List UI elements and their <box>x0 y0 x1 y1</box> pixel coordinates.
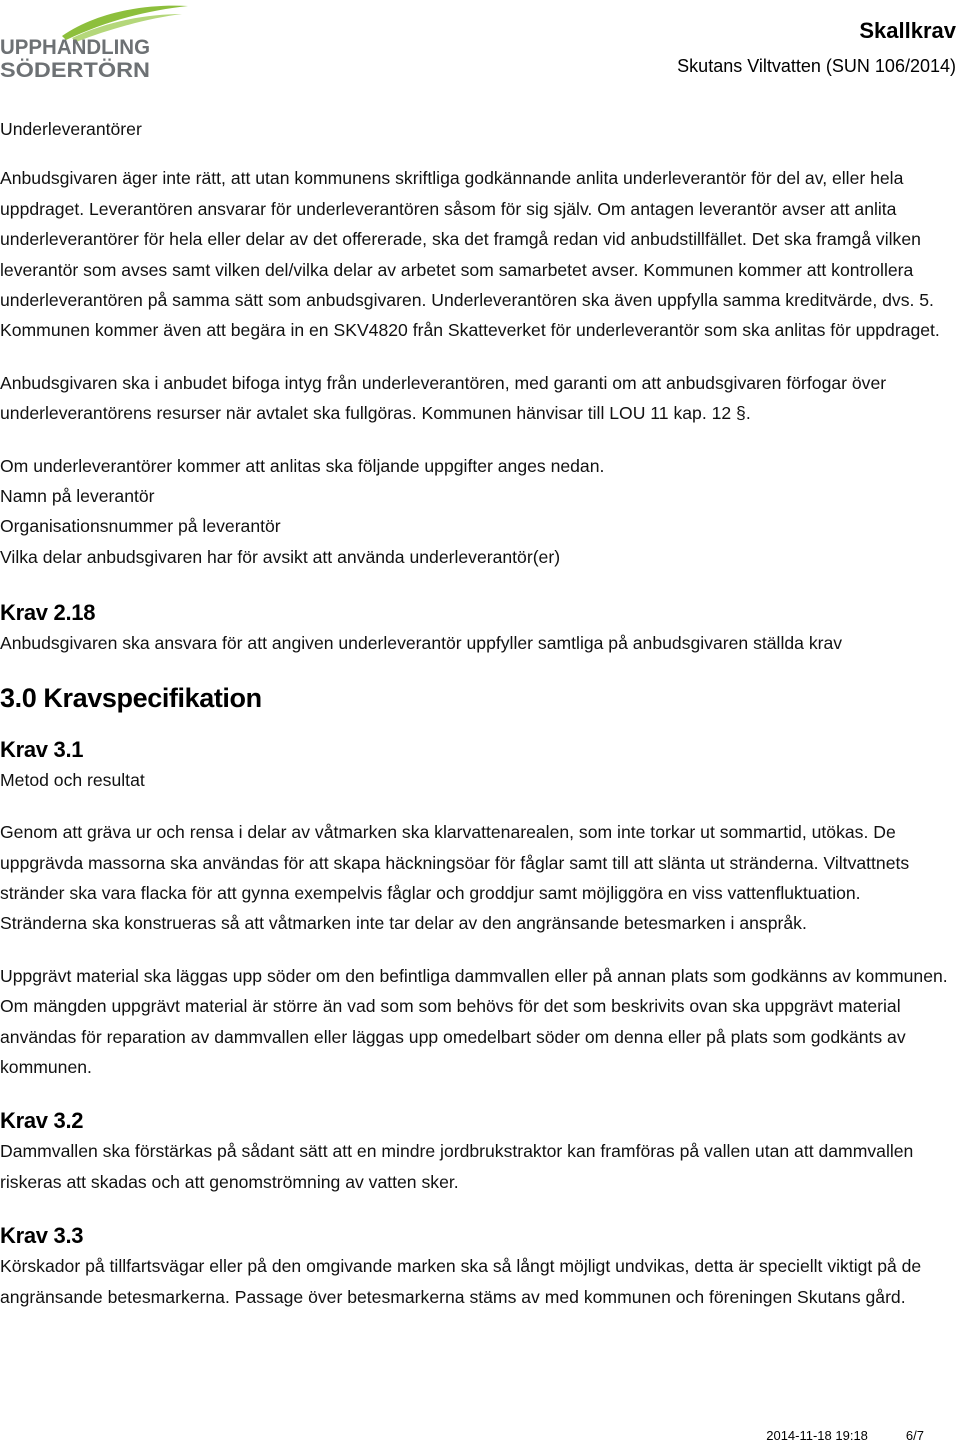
paragraph-intyg: Anbudsgivaren ska i anbudet bifoga intyg från underleverantören, med garanti om att anbudsgivaren förfogar över underleverantörens resurser när avtalet ska fullgöras. Kommunen hänvisar till LOU 11 kap. 12 §. <box>0 372 887 424</box>
uppgift-namn: Namn på leverantör <box>0 486 155 507</box>
krav-2-18-text: Anbudsgivaren ska ansvara för att angiven underleverantör uppfyller samtliga på anbudsgivaren ställda krav <box>0 633 843 654</box>
krav-3-1-paragraph-1: Genom att gräva ur och rensa i delar av våtmarken ska klarvattenarealen, som inte torkar ut sommartid, utökas. De uppgrävda massorna ska användas för att skapa häckningsöar för fåglar samt till att slänta ut stränderna. Viltvattnets stränder ska vara flacka för att gynna exempelvis fåglar och groddjur samt möjliggöra en viss vattenfluktuation. Stränderna ska konstrueras så att våtmarken inte tar delar av den angränsande betesmarken i anspråk. <box>0 822 910 934</box>
footer-timestamp: 2014-11-18 19:18 <box>766 1428 868 1443</box>
paragraph-underleverantorer: Anbudsgivaren äger inte rätt, att utan kommunens skriftliga godkännande anlita underleverantör för del av, eller hela uppdraget. Leverantören ansvarar för underleverantören såsom för sig själv. Om antagen leverantör avser att anlita underleverantörer för hela eller delar av det offererade, ska det framgå redan vid anbudstillfället. Det ska framgå vilken leverantör som avses samt vilken del/vilka delar av arbetet som samarbetet avser. Kommunen kommer att kontrollera underleverantören på samma sätt som anbudsgivaren. Underleverantören ska även uppfylla samma kreditvärde, dvs. 5. Kommunen kommer även att begära in en SKV4820 från Skatteverket för underleverantör som ska anlitas för uppdraget. <box>0 168 940 341</box>
krav-3-1-subtitle: Metod och resultat <box>0 769 145 790</box>
document-body <box>0 114 952 1312</box>
section-3-0-heading: 3.0 Kravspecifikation <box>0 682 262 713</box>
logo-graphic <box>0 2 190 80</box>
logo-line2: SÖDERTÖRN <box>0 59 150 80</box>
krav-3-1-paragraph-2: Uppgrävt material ska läggas upp söder om den befintliga dammvallen eller på annan plats som godkänns av kommunen. Om mängden uppgrävt material är större än vad som som behövs för det som beskrivits ovan ska uppgrävt material användas för reparation av dammvallen eller läggas upp omedelbart söder om denna eller på plats som godkänts av kommunen. <box>0 965 948 1077</box>
heading-underleverantorer: Underleverantörer <box>0 119 142 139</box>
paragraph-uppgifter: Om underleverantörer kommer att anlitas ska följande uppgifter anges nedan. <box>0 455 605 476</box>
logo-line1: UPPHANDLING <box>0 36 150 59</box>
krav-3-3-text: Körskador på tillfartsvägar eller på den omgivande marken ska så långt möjligt undvikas, detta är speciellt viktigt på de angränsande betesmarkerna. Passage över betesmarkerna stäms av med kommunen och föreningen Skutans gård. <box>0 1256 922 1307</box>
uppgift-delar: Vilka delar anbudsgivaren har för avsikt att använda underleverantör(er) <box>0 546 561 567</box>
uppgift-orgnr: Organisationsnummer på leverantör <box>0 516 281 537</box>
krav-2-18-heading: Krav 2.18 <box>0 600 96 626</box>
upphandling-sodertorn-logo <box>0 2 190 80</box>
krav-3-2-heading: Krav 3.2 <box>0 1108 84 1134</box>
krav-3-3-heading: Krav 3.3 <box>0 1223 84 1249</box>
document-subtitle: Skutans Viltvatten (SUN 106/2014) <box>677 56 956 76</box>
footer-page-number: 6/7 <box>905 1428 924 1443</box>
document-title: Skallkrav <box>859 18 956 43</box>
krav-3-1-heading: Krav 3.1 <box>0 736 84 762</box>
krav-3-2-text: Dammvallen ska förstärkas på sådant sätt att en mindre jordbrukstraktor kan framföras på vallen utan att dammvallen riskeras att skadas och att genomströmning av vatten sker. <box>0 1141 914 1192</box>
page-footer <box>766 1428 924 1443</box>
